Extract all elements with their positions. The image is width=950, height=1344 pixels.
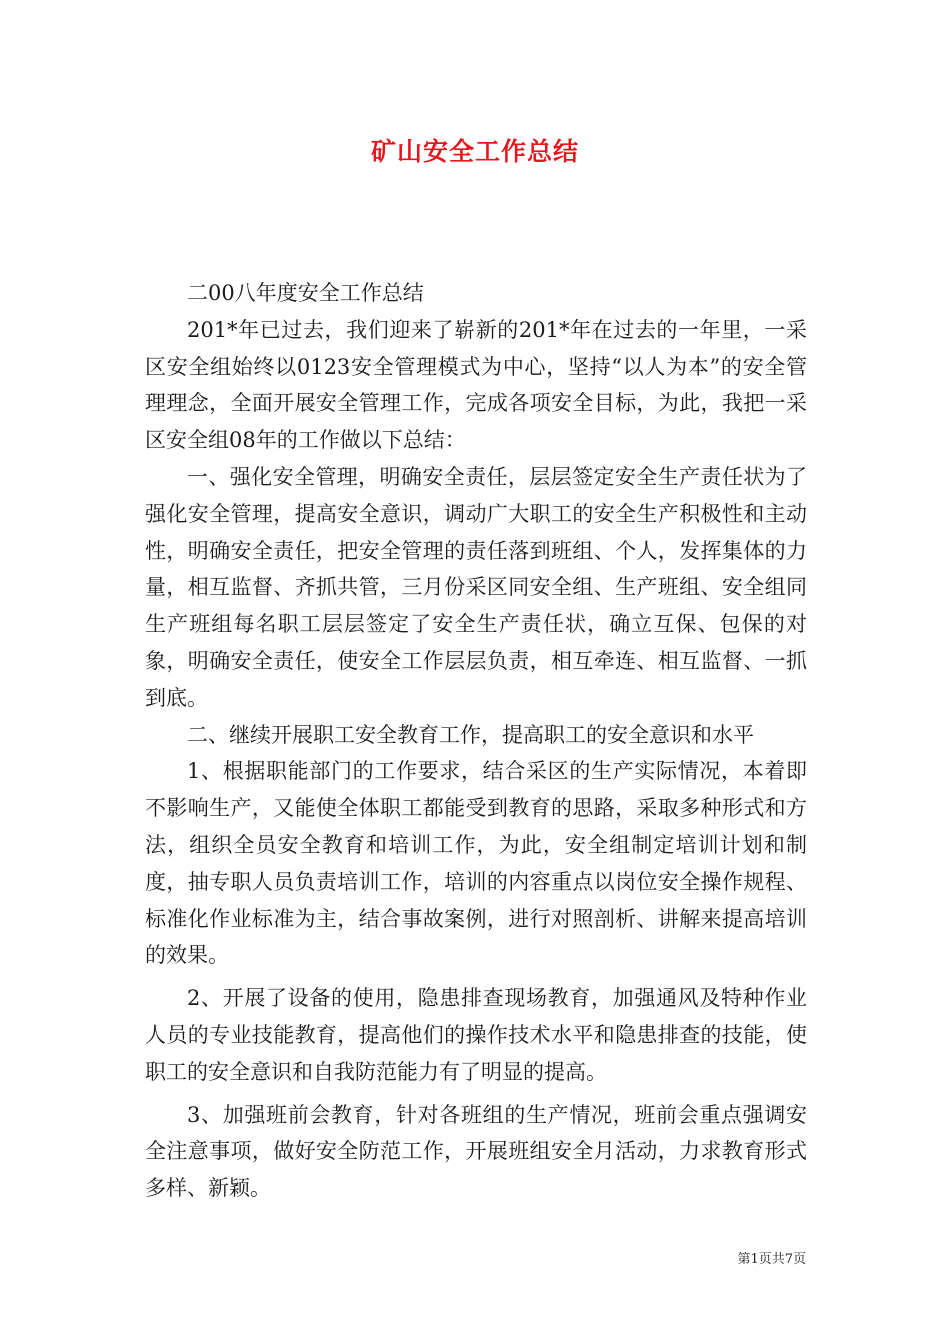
document-title: 矿山安全工作总结 [370, 137, 579, 166]
paragraph-section-1: 一、强化安全管理，明确安全责任，层层签定安全生产责任状为了强化安全管理，提高安全意识，调动广大职工的安全生产积极性和主动性，明确安全责任，把安全管理的责任落到班组、个人，发挥集体的力量，相互监督、齐抓共管，三月份采区同安全组、生产班组、安全组同生产班组每名职工层层签定了安全生产责任状，确立互保、包保的对象，明确安全责任，使安全工作层层负责，相互牵连、相互监督、一抓到底。 [145, 464, 807, 710]
paragraph-intro: 201*年已过去，我们迎来了崭新的201*年在过去的一年里，一采区安全组始终以0123安全管理模式为中心，坚持“以人为本”的安全管理理念，全面开展安全管理工作，完成各项安全目标，为此，我把一采区安全组08年的工作做以下总结： [145, 317, 807, 453]
paragraph-item-1: 1、根据职能部门的工作要求，结合采区的生产实际情况，本着即不影响生产，又能使全体职工都能受到教育的思路，采取多种形式和方法，组织全员安全教育和培训工作，为此，安全组制定培训计划和制度，抽专职人员负责培训工作，培训的内容重点以岗位安全操作规程、标准化作业标准为主，结合事故案例，进行对照剖析、讲解来提高培训的效果。 [145, 759, 807, 968]
document-body [145, 275, 807, 1207]
paragraph-section-2-heading: 二、继续开展职工安全教育工作，提高职工的安全意识和水平 [187, 722, 754, 747]
paragraph-item-3: 3、加强班前会教育，针对各班组的生产情况，班前会重点强调安全注意事项，做好安全防范工作，开展班组安全月活动，力求教育形式多样、新颖。 [145, 1102, 807, 1201]
paragraph-heading: 二00八年度安全工作总结 [187, 281, 424, 305]
page-number: 第1页共7页 [737, 1252, 806, 1267]
paragraph-item-2: 2、开展了设备的使用，隐患排查现场教育，加强通风及特种作业人员的专业技能教育，提高他们的操作技术水平和隐患排查的技能，使职工的安全意识和自我防范能力有了明显的提高。 [145, 986, 807, 1084]
